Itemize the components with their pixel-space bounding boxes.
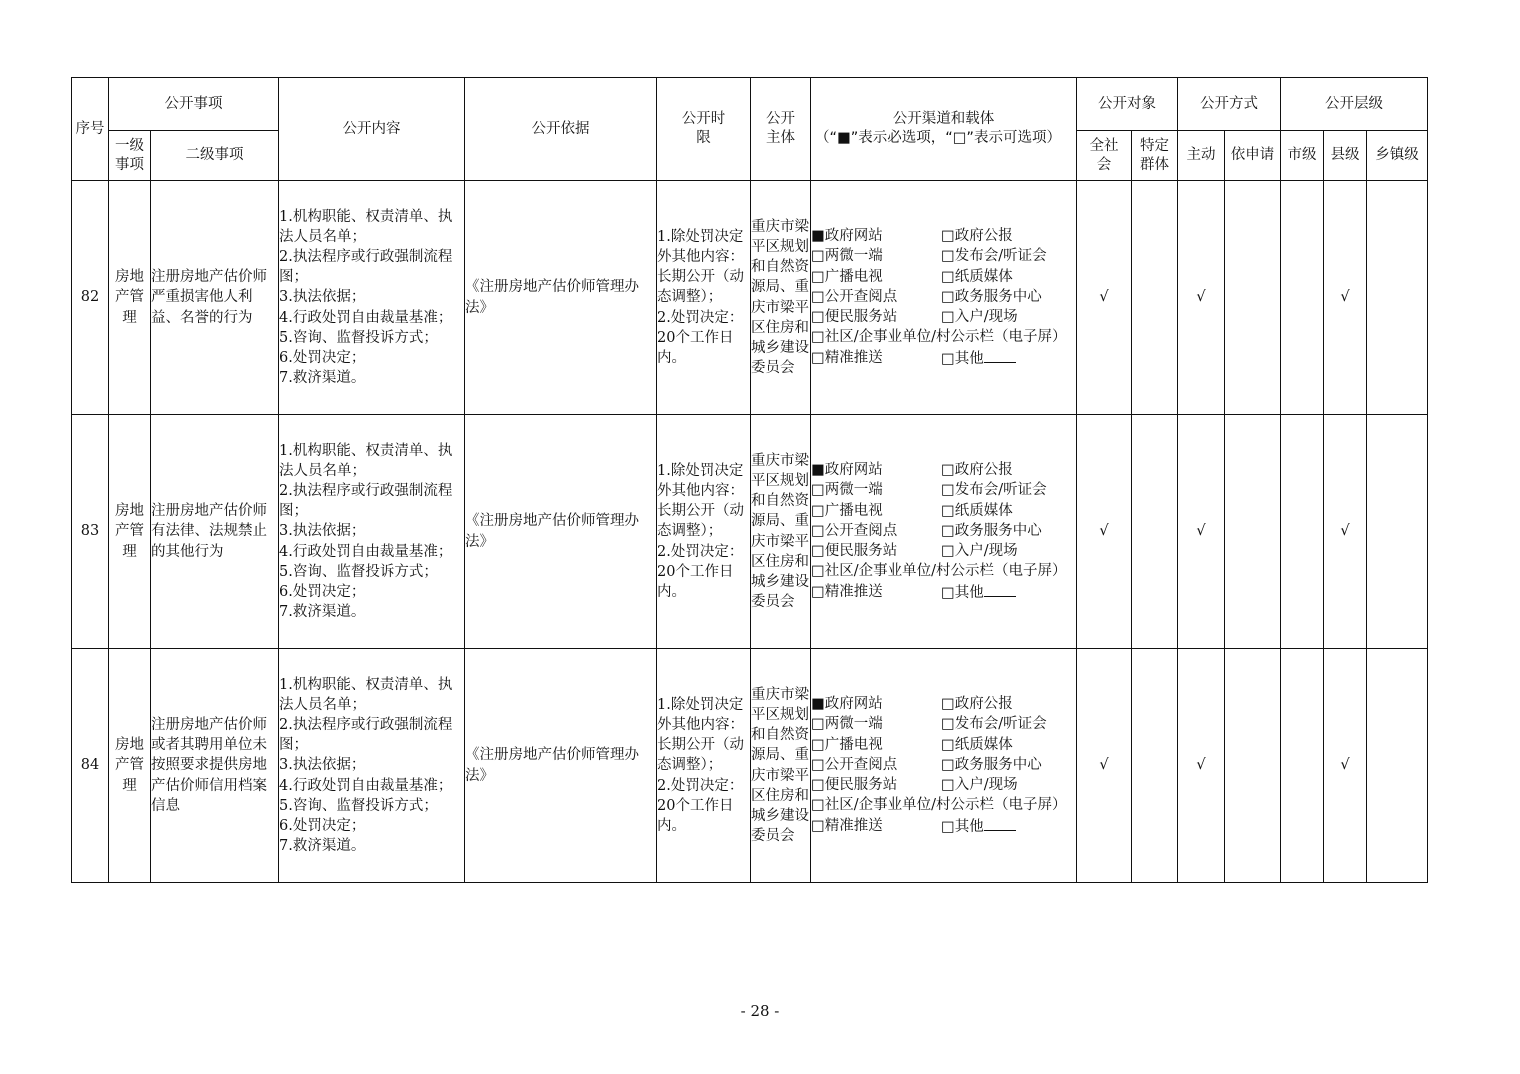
channel-option: □发布会/听证会 xyxy=(941,716,1047,733)
row-on-request xyxy=(1225,415,1281,649)
header-active: 主动 xyxy=(1178,131,1225,181)
header-method: 公开方式 xyxy=(1178,78,1281,131)
line-item: 2.执法程序或行政强制流程图； xyxy=(279,482,453,520)
row-seq: 84 xyxy=(72,649,109,883)
row-channels xyxy=(811,649,1077,883)
row-level1: 房地产管理 xyxy=(109,181,151,415)
header-basis: 公开依据 xyxy=(465,78,657,181)
line-item: 5.咨询、监督投诉方式； xyxy=(279,329,438,346)
line-item: 1.除处罚决定外其他内容：长期公开（动态调整）； xyxy=(657,228,744,306)
channel-option: □精准推送 xyxy=(811,817,883,834)
channel-option: □两微一端 xyxy=(811,248,883,265)
line-item: 3.执法依据； xyxy=(279,757,366,774)
channel-option: □社区/企事业单位/村公示栏（电子屏） xyxy=(811,797,1067,814)
row-channels xyxy=(811,415,1077,649)
line-item: 5.咨询、监督投诉方式； xyxy=(279,563,438,580)
header-all-society: 全社会 xyxy=(1077,131,1132,181)
row-level1: 房地产管理 xyxy=(109,415,151,649)
channel-option: □纸质媒体 xyxy=(941,736,1013,753)
row-city xyxy=(1281,415,1324,649)
line-item: 7.救济渠道。 xyxy=(279,838,366,855)
row-city xyxy=(1281,181,1324,415)
channel-option: □政务服务中心 xyxy=(941,522,1042,539)
line-item: 3.执法依据； xyxy=(279,289,366,306)
table-row xyxy=(72,181,1428,415)
line-item: 6.处罚决定； xyxy=(279,818,366,834)
page-number: - 28 - xyxy=(740,1002,780,1020)
line-item: 1.除处罚决定外其他内容：长期公开（动态调整）； xyxy=(657,696,744,774)
header-town: 乡镇级 xyxy=(1367,131,1428,181)
row-time-limit xyxy=(657,181,751,415)
header-content: 公开内容 xyxy=(279,78,465,181)
channel-option: □公开查阅点 xyxy=(811,288,898,305)
header-channels: 公开渠道和载体 （“■”表示必选项，“□”表示可选项） xyxy=(811,78,1077,181)
row-basis: 《注册房地产估价师管理办法》 xyxy=(465,649,657,883)
line-item: 1.除处罚决定外其他内容：长期公开（动态调整）； xyxy=(657,462,744,540)
channel-option: □社区/企事业单位/村公示栏（电子屏） xyxy=(811,563,1067,580)
channel-option: □发布会/听证会 xyxy=(941,482,1047,499)
channel-option: ■政府网站 xyxy=(811,462,883,479)
channel-option: □精准推送 xyxy=(811,349,883,366)
row-seq: 82 xyxy=(72,181,109,415)
line-item: 4.行政处罚自由裁量基准； xyxy=(279,309,453,326)
row-basis: 《注册房地产估价师管理办法》 xyxy=(465,415,657,649)
row-time-limit xyxy=(657,649,751,883)
channel-option: □精准推送 xyxy=(811,583,883,600)
header-channels-note: （“■”表示必选项，“□”表示可选项） xyxy=(815,130,1061,146)
channel-option: □入户/现场 xyxy=(941,777,1018,794)
row-subject: 重庆市梁平区规划和自然资源局、重庆市梁平区住房和城乡建设委员会 xyxy=(751,181,811,415)
channel-option: □其他 xyxy=(941,582,1016,603)
channel-option-row xyxy=(811,775,1076,795)
row-specific-group xyxy=(1132,181,1178,415)
channel-option: □纸质媒体 xyxy=(941,268,1013,285)
row-all-society: √ xyxy=(1077,649,1132,883)
row-town xyxy=(1367,181,1428,415)
row-active: √ xyxy=(1178,649,1225,883)
line-item: 2.处罚决定：20个工作日内。 xyxy=(657,309,744,366)
row-all-society: √ xyxy=(1077,415,1132,649)
header-city: 市级 xyxy=(1281,131,1324,181)
row-town xyxy=(1367,415,1428,649)
channel-option: □便民服务站 xyxy=(811,777,898,794)
channel-option-row xyxy=(811,307,1076,327)
row-level2: 注册房地产估价师有法律、法规禁止的其他行为 xyxy=(151,415,279,649)
channel-option: □两微一端 xyxy=(811,716,883,733)
row-specific-group xyxy=(1132,415,1178,649)
row-channels xyxy=(811,181,1077,415)
header-level: 公开层级 xyxy=(1281,78,1428,131)
channel-option: □广播电视 xyxy=(811,736,883,753)
channel-option: □其他 xyxy=(941,348,1016,369)
header-level1: 一级事项 xyxy=(109,131,151,181)
line-item: 7.救济渠道。 xyxy=(279,370,366,387)
row-content xyxy=(279,415,465,649)
channel-option-row xyxy=(811,501,1076,521)
channel-option-row xyxy=(811,348,1076,369)
line-item: 7.救济渠道。 xyxy=(279,604,366,621)
channel-option: □政府公报 xyxy=(941,696,1013,713)
header-items: 公开事项 xyxy=(109,78,279,131)
channel-option-row xyxy=(811,460,1076,480)
channel-option-row xyxy=(811,267,1076,287)
row-active: √ xyxy=(1178,181,1225,415)
channel-option: □政务服务中心 xyxy=(941,756,1042,773)
blank-line xyxy=(984,816,1016,831)
channel-option-row xyxy=(811,246,1076,266)
row-town xyxy=(1367,649,1428,883)
channel-option: □入户/现场 xyxy=(941,543,1018,560)
table-row xyxy=(72,415,1428,649)
channel-option-row xyxy=(811,541,1076,561)
header-seq: 序号 xyxy=(72,78,109,181)
channel-option: □广播电视 xyxy=(811,268,883,285)
channel-option-row xyxy=(811,226,1076,246)
row-level1: 房地产管理 xyxy=(109,649,151,883)
header-level2: 二级事项 xyxy=(151,131,279,181)
row-content xyxy=(279,181,465,415)
channel-option: □便民服务站 xyxy=(811,543,898,560)
channel-option: □政务服务中心 xyxy=(941,288,1042,305)
channel-option: ■政府网站 xyxy=(811,696,883,713)
line-item: 2.执法程序或行政强制流程图； xyxy=(279,716,453,754)
row-active: √ xyxy=(1178,415,1225,649)
row-time-limit xyxy=(657,415,751,649)
channel-option-row xyxy=(811,694,1076,714)
row-specific-group xyxy=(1132,649,1178,883)
line-item: 2.处罚决定：20个工作日内。 xyxy=(657,543,744,600)
header-time-limit: 公开时限 xyxy=(657,78,751,181)
channel-option-row xyxy=(811,755,1076,775)
line-item: 4.行政处罚自由裁量基准； xyxy=(279,543,453,560)
line-item: 1.机构职能、权责清单、执法人员名单； xyxy=(279,676,453,713)
header-on-request: 依申请 xyxy=(1225,131,1281,181)
header-county: 县级 xyxy=(1324,131,1367,181)
header-specific-group: 特定群体 xyxy=(1132,131,1178,181)
row-level2: 注册房地产估价师严重损害他人利益、名誉的行为 xyxy=(151,181,279,415)
channel-option: □其他 xyxy=(941,816,1016,837)
channel-option-row xyxy=(811,287,1076,307)
channel-option: □社区/企事业单位/村公示栏（电子屏） xyxy=(811,329,1067,346)
line-item: 3.执法依据； xyxy=(279,523,366,540)
row-subject: 重庆市梁平区规划和自然资源局、重庆市梁平区住房和城乡建设委员会 xyxy=(751,649,811,883)
line-item: 6.处罚决定； xyxy=(279,350,366,366)
row-content xyxy=(279,649,465,883)
disclosure-table xyxy=(71,77,1428,883)
row-subject: 重庆市梁平区规划和自然资源局、重庆市梁平区住房和城乡建设委员会 xyxy=(751,415,811,649)
channel-option-row xyxy=(811,735,1076,755)
row-county: √ xyxy=(1324,649,1367,883)
channel-option: □两微一端 xyxy=(811,482,883,499)
blank-line xyxy=(984,582,1016,597)
row-basis: 《注册房地产估价师管理办法》 xyxy=(465,181,657,415)
line-item: 4.行政处罚自由裁量基准； xyxy=(279,777,453,794)
line-item: 1.机构职能、权责清单、执法人员名单； xyxy=(279,442,453,479)
line-item: 1.机构职能、权责清单、执法人员名单； xyxy=(279,208,453,245)
channel-option-row xyxy=(811,816,1076,837)
channel-option: □广播电视 xyxy=(811,502,883,519)
row-city xyxy=(1281,649,1324,883)
line-item: 2.执法程序或行政强制流程图； xyxy=(279,248,453,286)
channel-option: □公开查阅点 xyxy=(811,756,898,773)
row-on-request xyxy=(1225,649,1281,883)
row-county: √ xyxy=(1324,181,1367,415)
row-seq: 83 xyxy=(72,415,109,649)
channel-option: □便民服务站 xyxy=(811,309,898,326)
channel-option: □政府公报 xyxy=(941,462,1013,479)
header-subject: 公开主体 xyxy=(751,78,811,181)
channel-option-row xyxy=(811,714,1076,734)
channel-option-row xyxy=(811,582,1076,603)
line-item: 6.处罚决定； xyxy=(279,584,366,600)
channel-option: □入户/现场 xyxy=(941,309,1018,326)
channel-option: □发布会/听证会 xyxy=(941,248,1047,265)
channel-option: □公开查阅点 xyxy=(811,522,898,539)
row-level2: 注册房地产估价师或者其聘用单位未按照要求提供房地产估价师信用档案信息 xyxy=(151,649,279,883)
row-on-request xyxy=(1225,181,1281,415)
channel-option: □政府公报 xyxy=(941,228,1013,245)
row-all-society: √ xyxy=(1077,181,1132,415)
channel-option: □纸质媒体 xyxy=(941,502,1013,519)
channel-option-row xyxy=(811,521,1076,541)
channel-option: ■政府网站 xyxy=(811,228,883,245)
line-item: 2.处罚决定：20个工作日内。 xyxy=(657,777,744,834)
header-audience: 公开对象 xyxy=(1077,78,1178,131)
line-item: 5.咨询、监督投诉方式； xyxy=(279,797,438,814)
row-county: √ xyxy=(1324,415,1367,649)
channel-option-row xyxy=(811,480,1076,500)
blank-line xyxy=(984,348,1016,363)
table-row xyxy=(72,649,1428,883)
